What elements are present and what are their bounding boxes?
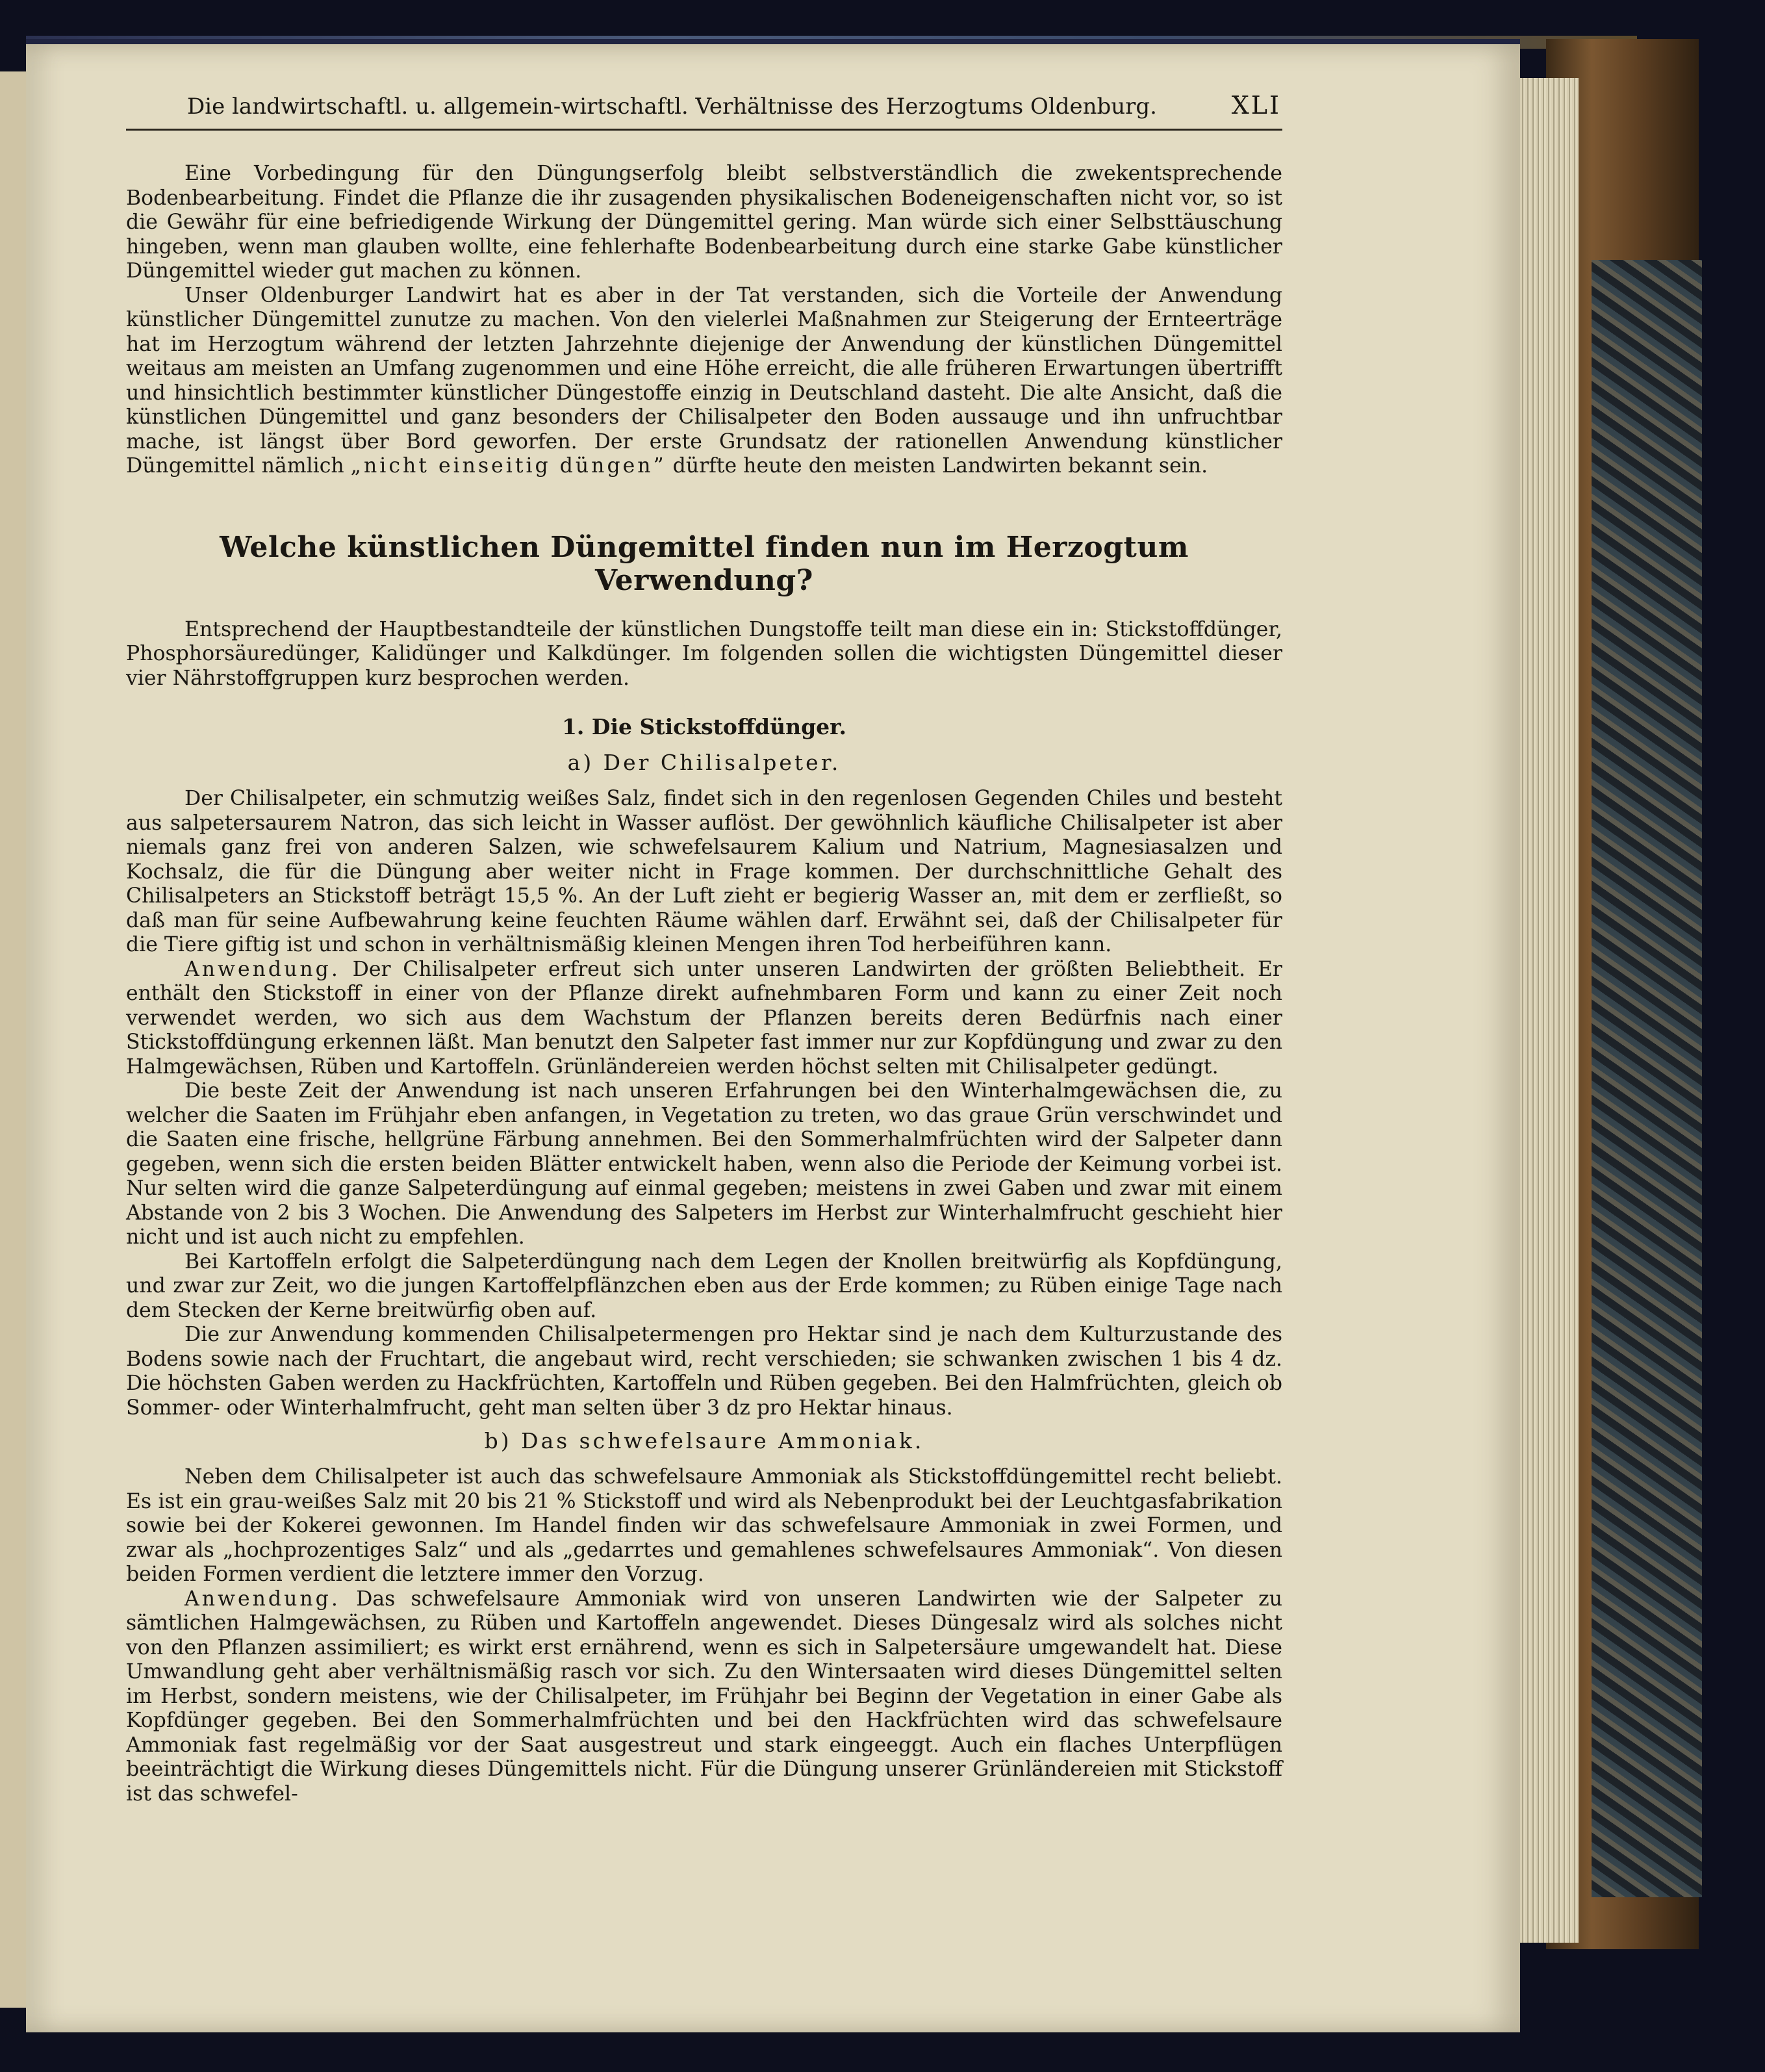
chilisalpeter-paragraph-2 [126,958,1282,1080]
intro-paragraph-2-text-a: Unser Oldenburger Landwirt hat es aber in der Tat verstanden, sich die Vorteile der Anwendung künstlicher Düngemittel zunutze zu machen. Von den vielerlei Maßnahmen zur Steigerung der Ernteerträge hat im Herzogtum während der letzten Jahrzehnte diejenige der Anwendung der künstlichen Düngemittel weitaus am meisten an Umfang zugenommen und eine Höhe erreicht, die alle früheren Erwartungen übertrifft und hinsichtlich bestimmter künstlicher Düngestoffe einzig in Deutschland dasteht. Die alte Ansicht, daß die künstlichen Düngemittel und ganz besonders der Chilisalpeter den Boden aussauge und ihn unfruchtbar mache, ist längst über Bord geworfen. Der erste Grundsatz der rationellen Anwendung künstlicher Düngemittel nämlich [126,283,1282,478]
page-number: XLI [1231,91,1281,120]
chilisalpeter-paragraph-4: Bei Kartoffeln erfolgt die Salpeterdüngung nach dem Legen der Knollen breitwürfig als Kopfdüngung, und zwar zur Zeit, wo die jungen Kartoffelpflänzchen eben aus der Erde kommen; zu Rüben einige Tage nach dem Stecken der Kerne breitwürfig oben auf. [126,1249,1282,1322]
section-heading: Welche künstlichen Düngemittel finden nun im Herzogtum Verwendung? [220,530,1189,597]
intro-paragraph-2-text-b: dürfte heute den meisten Landwirten bekannt sein. [666,454,1208,478]
chilisalpeter-paragraph-2-text: Der Chilisalpeter erfreut sich unter unseren Landwirten der größten Beliebtheit. Er enthält den Stickstoff in einer von der Pflanze direkt aufnehmbaren Form und kann zu einer Zeit noch verwendet werden, wo sich aus dem Wachstum der Pflanzen bereits deren Bedürfnis nach einer Stickstoffdüngung erkennen läßt. Man benutzt den Salpeter fast immer nur zur Kopfdüngung und zwar zu den Halmgewächsen, Rüben und Kartoffeln. Grünländereien werden höchst selten mit Chilisalpeter gedüngt. [126,957,1282,1079]
chilisalpeter-heading: a) Der Chilisalpeter. [567,750,841,775]
subsection-heading: 1. Die Stickstoffdünger. [561,714,847,739]
ammoniak-paragraph-2-text: Das schwefelsaure Ammoniak wird von unseren Landwirten wie der Salpeter zu sämtlichen Halmgewächsen, zu Rüben und Kartoffeln angewendet. Dieses Düngesalz wird als solches nicht von den Pflanzen assimiliert; es wirkt erst ernährend, wenn es sich in Salpetersäure umgewandelt hat. Diese Umwandlung geht aber verhältnismäßig rasch vor sich. Zu den Wintersaaten wird dieses Düngemittel selten im Herbst, sondern meistens, wie der Chilisalpeter, im Frühjahr bei Beginn der Vegetation in einer Gabe als Kopfdünger gegeben. Bei den Sommerhalmfrüchten und bei den Hackfrüchten wird das schwefelsaure Ammoniak fast regelmäßig vor der Saat ausgestreut und stark eingeeggt. Auch ein flaches Unterpflügen beeinträchtigt die Wirkung dieses Düngemittels nicht. Für die Düngung unserer Grünländereien mit Stickstoff ist das schwefel- [126,1587,1282,1806]
page-content [126,91,1282,1806]
chilisalpeter-anwendung-label: Anwendung. [184,957,340,981]
marbled-cover-edge [1592,260,1702,1897]
ammoniak-paragraph-1: Neben dem Chilisalpeter ist auch das schwefelsaure Ammoniak als Stickstoffdüngemittel recht beliebt. Es ist ein grau-weißes Salz mit 20 bis 21 % Stickstoff und wird als Nebenprodukt bei der Leuchtgasfabrikation sowie bei der Kokerei gewonnen. Im Handel finden wir das schwefelsaure Ammoniak in zwei Formen, und zwar als „hochprozentiges Salz“ und als „gedarrtes und gemahlenes schwefelsaures Ammoniak“. Von diesen beiden Formen verdient die letztere immer den Vorzug. [126,1465,1282,1586]
section-paragraph: Entsprechend der Hauptbestandteile der künstlichen Dungstoffe teilt man diese ein in: Stickstoffdünger, Phosphorsäuredünger, Kalidünger und Kalkdünger. Im folgenden sollen die wichtigsten Düngemittel dieser vier Nährstoffgruppen kurz besprochen werden. [126,617,1282,690]
ammoniak-heading: b) Das schwefelsaure Ammoniak. [484,1428,924,1453]
chilisalpeter-paragraph-5: Die zur Anwendung kommenden Chilisalpetermengen pro Hektar sind je nach dem Kulturzustande des Bodens sowie nach der Fruchtart, die angebaut wird, recht verschieden; sie schwanken zwischen 1 bis 4 dz. Die höchsten Gaben werden zu Hackfrüchten, Kartoffeln und Rüben gegeben. Bei den Halmfrüchten, gleich ob Sommer- oder Winterhalmfrucht, geht man selten über 3 dz pro Hektar hinaus. [126,1323,1282,1420]
running-title: Die landwirtschaftl. u. allgemein-wirtschaftl. Verhältnisse des Herzogtums Oldenburg. [187,94,1157,120]
ammoniak-paragraph-2 [126,1587,1282,1807]
facing-page-edge [0,71,28,2008]
intro-paragraph-2 [126,284,1282,479]
chilisalpeter-paragraph-3: Die beste Zeit der Anwendung ist nach unseren Erfahrungen bei den Winterhalmgewächsen die, zu welcher die Saaten im Frühjahr eben anfangen, in Vegetation zu treten, wo das graue Grün verschwindet und die Saaten eine frische, hellgrüne Färbung annehmen. Bei den Sommerhalmfrüchten wird der Salpeter dann gegeben, wenn sich die ersten beiden Blätter entwickelt haben, wenn also die Periode der Keimung vorbei ist. Nur selten wird die ganze Salpeterdüngung auf einmal gegeben; meistens in zwei Gaben und zwar mit einem Abstande von 2 bis 3 Wochen. Die Anwendung des Salpeters im Herbst zur Winterhalmfrucht geschieht hier nicht und ist auch nicht zu empfehlen. [126,1079,1282,1249]
chilisalpeter-paragraph-1: Der Chilisalpeter, ein schmutzig weißes Salz, findet sich in den regenlosen Gegenden Chiles und besteht aus salpetersaurem Natron, das sich leicht in Wasser auflöst. Der gewöhnlich käufliche Chilisalpeter ist aber niemals ganz frei von anderen Salzen, wie schwefelsaurem Kalium und Natrium, Magnesiasalzen und Kochsalz, die für die Düngung aber weiter nicht in Frage kommen. Der durchschnittliche Gehalt des Chilisalpeters an Stickstoff beträgt 15,5 %. An der Luft zieht er begierig Wasser an, mit dem er zerfließt, so daß man für seine Aufbewahrung keine feuchten Räume wählen darf. Erwähnt sei, daß der Chilisalpeter für die Tiere giftig ist und schon in verhältnismäßig kleinen Mengen ihren Tod herbeiführen kann. [126,787,1282,956]
intro-paragraph-1: Eine Vorbedingung für den Düngungserfolg bleibt selbstverständlich die zwekentsprechende Bodenbearbeitung. Findet die Pflanze die ihr zusagenden physikalischen Bodeneigenschaften nicht vor, so ist die Gewähr für eine befriedigende Wirkung der Düngemittel gering. Man würde sich einer Selbsttäuschung hingeben, wenn man glauben wollte, eine fehlerhafte Bodenbearbeitung durch eine starke Gabe künstlicher Düngemittel wieder gut machen zu können. [126,162,1282,283]
running-header [126,91,1282,131]
intro-paragraph-2-spaced: „nicht einseitig düngen” [350,454,667,478]
ammoniak-anwendung-label: Anwendung. [184,1587,340,1611]
